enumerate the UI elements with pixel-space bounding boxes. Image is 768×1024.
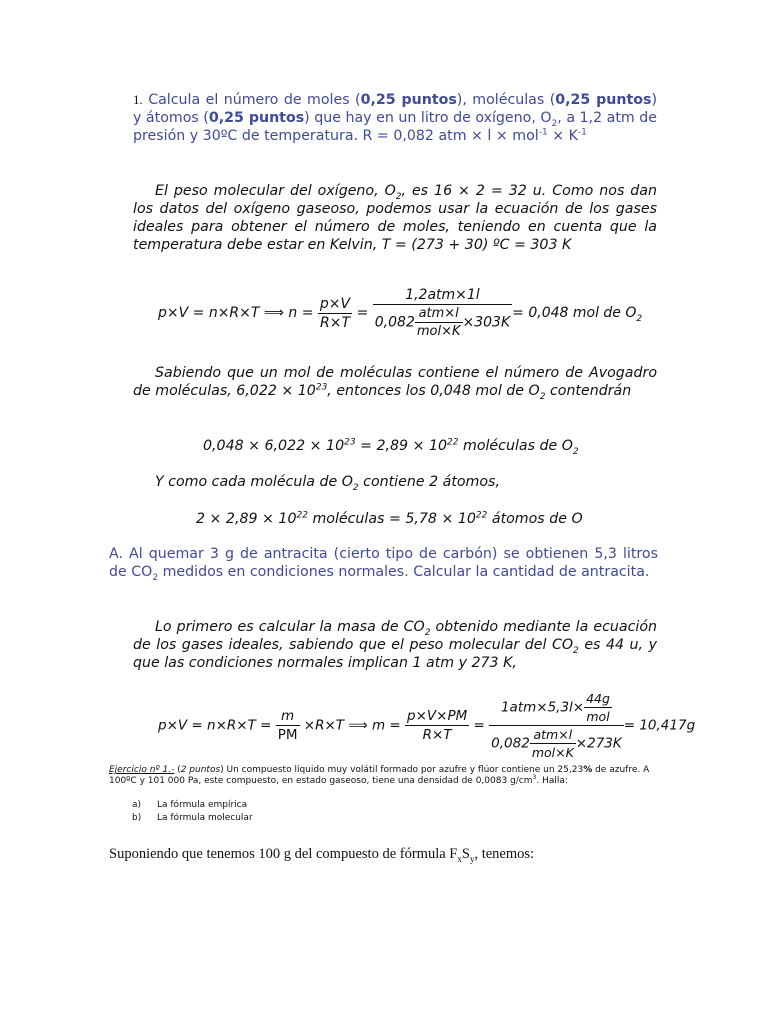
exercise-item-a-text: La fórmula empírica	[157, 800, 248, 810]
exercise-1-statement: Ejercicio nº 1.- (2 puntos) Un compuesto líquido muy volátil formado por azufre y flúor contiene un 25,23% de azufre. A 100ºC y 101 000 Pa, este compuesto, en estado gaseoso, tiene una densidad de 0,0083 $g/cm^3$. Halla:	[109, 765, 650, 786]
problem-number: 1.	[133, 92, 143, 107]
equation-result: = 10,417g	[623, 717, 696, 734]
fraction: $\frac{p\times V\times PM}{R\times T}$	[407, 708, 468, 743]
problem-a-statement: A. Al quemar 3 g de antracita (cierto tipo de carbón) se obtienen 5,3 litros de $CO_2$ medidos en condiciones normales. Calcular la cantidad de antracita.	[109, 546, 658, 583]
solution-paragraph-3: Y como cada molécula de $O_2$ contiene 2 átomos,	[155, 474, 500, 493]
solution-paragraph-2: Sabiendo que un mol de moléculas contiene el número de Avogadro de moléculas, $6,022 \times 10^{23}$, entonces los 0,048 mol de $O_2$ contendrán	[133, 365, 657, 402]
fraction: $\frac{m}{PM}$	[277, 708, 298, 743]
exercise-item-b-text: La fórmula molecular	[157, 813, 253, 823]
solution-paragraph-4: Lo primero es calcular la masa de $CO_2$ obtenido mediante la ecuación de los gases ideales, sabiendo que el peso molecular del $CO_2$ es 44 u, y que las condiciones normales implican 1 atm y 273 K,	[133, 619, 658, 671]
exercise-item-b: b)	[132, 813, 142, 823]
solution-paragraph-1: El peso molecular del oxígeno, $O_2$, es 16 × 2 = 32 u. Como nos dan los datos del oxígeno gaseoso, podemos usar la ecuación de los gases ideales para obtener el número de moles, teniendo en cuenta que la temperatura debe estar en Kelvin, T = (273 + 30) ºC = 303 K	[133, 183, 657, 253]
points-badge: 0,25 puntos	[208, 110, 305, 126]
fraction: $\frac{p\times V}{R\times T}$	[319, 295, 351, 331]
equation-moles: p×V = n×R×T ⟹ n = $\frac{p\times V}{R\times T}$ = 1,2atm×1l 0,082 $\frac{\text{atm×l}}{\text{mol×K}}$ ×303K = 0,048 mol de $O_2$	[158, 287, 643, 339]
problem-1-statement: 1. Calcula el número de moles (0,25 puntos), moléculas (0,25 puntos) y átomos (0,25 puntos) que hay en un litro de oxígeno, $O_2$, a 1,2 atm de presión y 30ºC de temperatura. R = 0,082 atm × $l \times mol^{-1} \times K^{-1}$	[133, 92, 658, 144]
points-badge: 0,25 puntos	[360, 92, 457, 108]
equation-molecules: $0,048 \times 6,022 \times 10^{23} = 2,89 \times 10^{22}$ moléculas de $O_2$	[203, 437, 579, 457]
equation-mass: p×V = n×R×T = $\frac{m}{PM}$ ×R×T ⟹ m = $\frac{p\times V\times PM}{R\times T}$ = 1atm×5,3l× $\frac{44g}{\text{mol}}$ 0,082 $\frac{\text{atm×l}}{\text{mol×K}}$ ×273K = 10,417g	[158, 691, 696, 760]
fraction: 1atm×5,3l× $\frac{44g}{\text{mol}}$ 0,082 $\frac{\text{atm×l}}{\text{mol×K}}$ ×273K	[491, 691, 622, 760]
exercise-label: Ejercicio nº 1.-	[109, 765, 175, 775]
equation-atoms: $2 \times 2,89 \times 10^{22}$ moléculas = $5,78 \times 10^{22}$ átomos de O	[196, 510, 583, 527]
exercise-item-a: a)	[132, 800, 142, 810]
points-badge: 0,25 puntos	[555, 92, 652, 108]
fraction: 1,2atm×1l 0,082 $\frac{\text{atm×l}}{\text{mol×K}}$ ×303K	[374, 287, 511, 339]
equation-result: = 0,048 mol de O	[512, 305, 637, 321]
solution-intro-line: Suponiendo que tenemos 100 g del compuesto de fórmula $F_xS_y$, tenemos:	[109, 846, 535, 864]
